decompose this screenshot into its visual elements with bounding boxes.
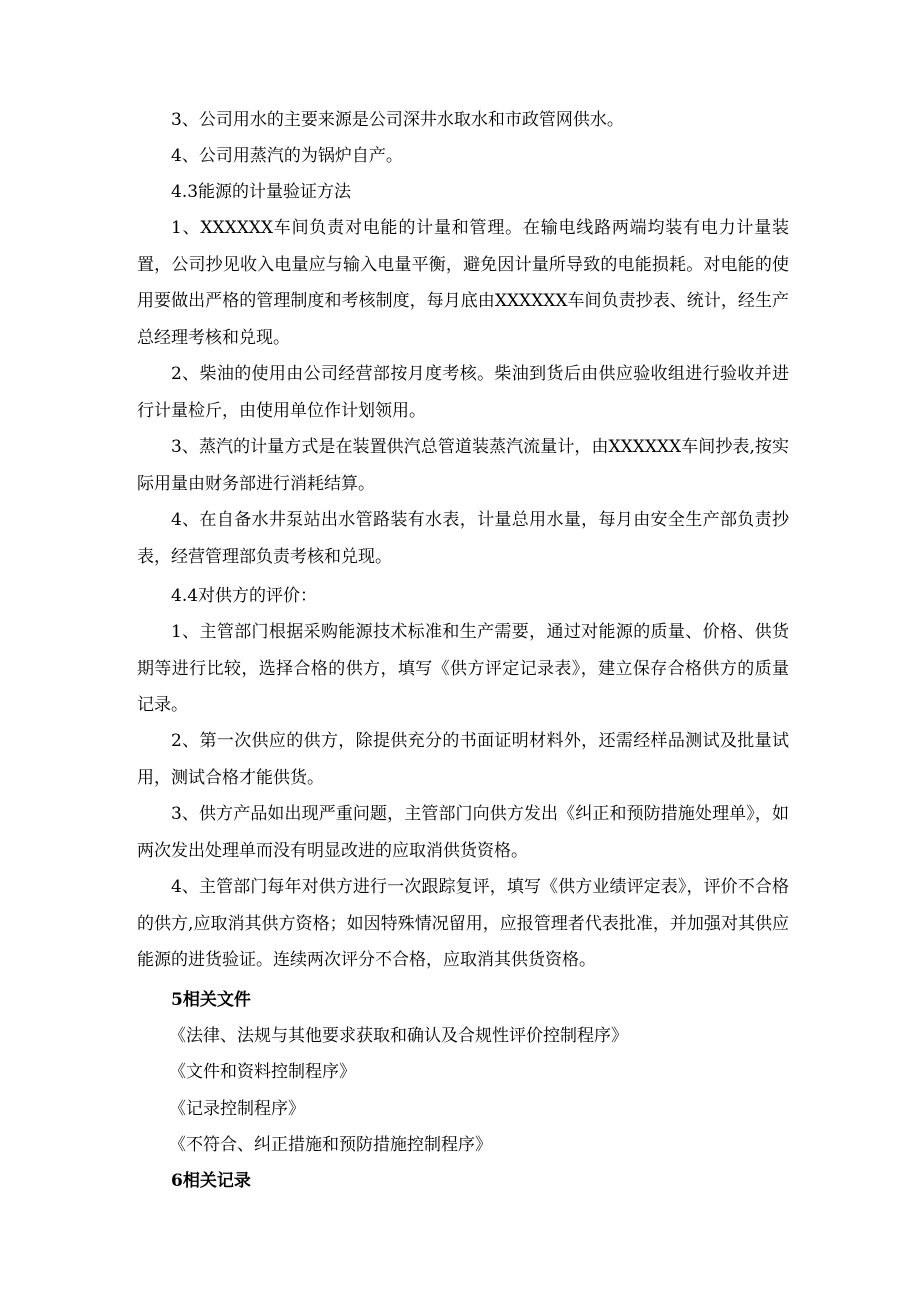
paragraph-supplier-selection: 1、主管部门根据采购能源技术标准和生产需要，通过对能源的质量、价格、供货期等进行比较，选择合格的供方，填写《供方评定记录表》，建立保存合格供方的质量记录。 bbox=[137, 622, 789, 715]
paragraph-first-supply: 2、第一次供应的供方，除提供充分的书面证明材料外，还需经样品测试及批量试用，测试合格才能供货。 bbox=[137, 731, 789, 788]
paragraph-diesel-metering: 2、柴油的使用由公司经营部按月度考核。柴油到货后由供应验收组进行验收并进行计量检斤，由使用单位作计划领用。 bbox=[137, 364, 789, 421]
paragraph-water-source: 3、公司用水的主要来源是公司深井水取水和市政管网供水。 bbox=[171, 110, 624, 130]
section-heading-4-4: 4.4对供方的评价： bbox=[171, 586, 318, 606]
related-document-2: 《文件和资料控制程序》 bbox=[169, 1062, 356, 1082]
section-heading-5: 5相关文件 bbox=[171, 990, 251, 1010]
paragraph-quality-issue: 3、供方产品如出现严重问题，主管部门向供方发出《纠正和预防措施处理单》，如两次发出处理单而没有明显改进的应取消供货资格。 bbox=[137, 804, 789, 861]
section-heading-4-3: 4.3能源的计量验证方法 bbox=[171, 182, 352, 202]
related-document-4: 《不符合、纠正措施和预防措施控制程序》 bbox=[169, 1135, 492, 1155]
section-heading-6: 6相关记录 bbox=[171, 1171, 251, 1191]
paragraph-water-metering: 4、在自备水井泵站出水管路装有水表，计量总用水量，每月由安全生产部负责抄表，经营管理部负责考核和兑现。 bbox=[137, 510, 789, 567]
paragraph-steam-source: 4、公司用蒸汽的为锅炉自产。 bbox=[171, 146, 403, 166]
paragraph-steam-metering: 3、蒸汽的计量方式是在装置供汽总管道装蒸汽流量计，由XXXXXX车间抄表,按实际用量由财务部进行消耗结算。 bbox=[137, 437, 789, 494]
paragraph-annual-review: 4、主管部门每年对供方进行一次跟踪复评，填写《供方业绩评定表》，评价不合格的供方,应取消其供方资格；如因特殊情况留用，应报管理者代表批准，并加强对其供应能源的进货验证。连续两次评分不合格，应取消其供货资格。 bbox=[137, 877, 789, 970]
related-document-1: 《法律、法规与其他要求获取和确认及合规性评价控制程序》 bbox=[169, 1026, 628, 1046]
paragraph-electricity-metering: 1、XXXXXX车间负责对电能的计量和管理。在输电线路两端均装有电力计量装置，公司抄见收入电量应与输入电量平衡，避免因计量所导致的电能损耗。对电能的使用要做出严格的管理制度和考核制度，每月底由XXXXXX车间负责抄表、统计，经生产总经理考核和兑现。 bbox=[137, 218, 789, 348]
related-document-3: 《记录控制程序》 bbox=[169, 1099, 305, 1119]
